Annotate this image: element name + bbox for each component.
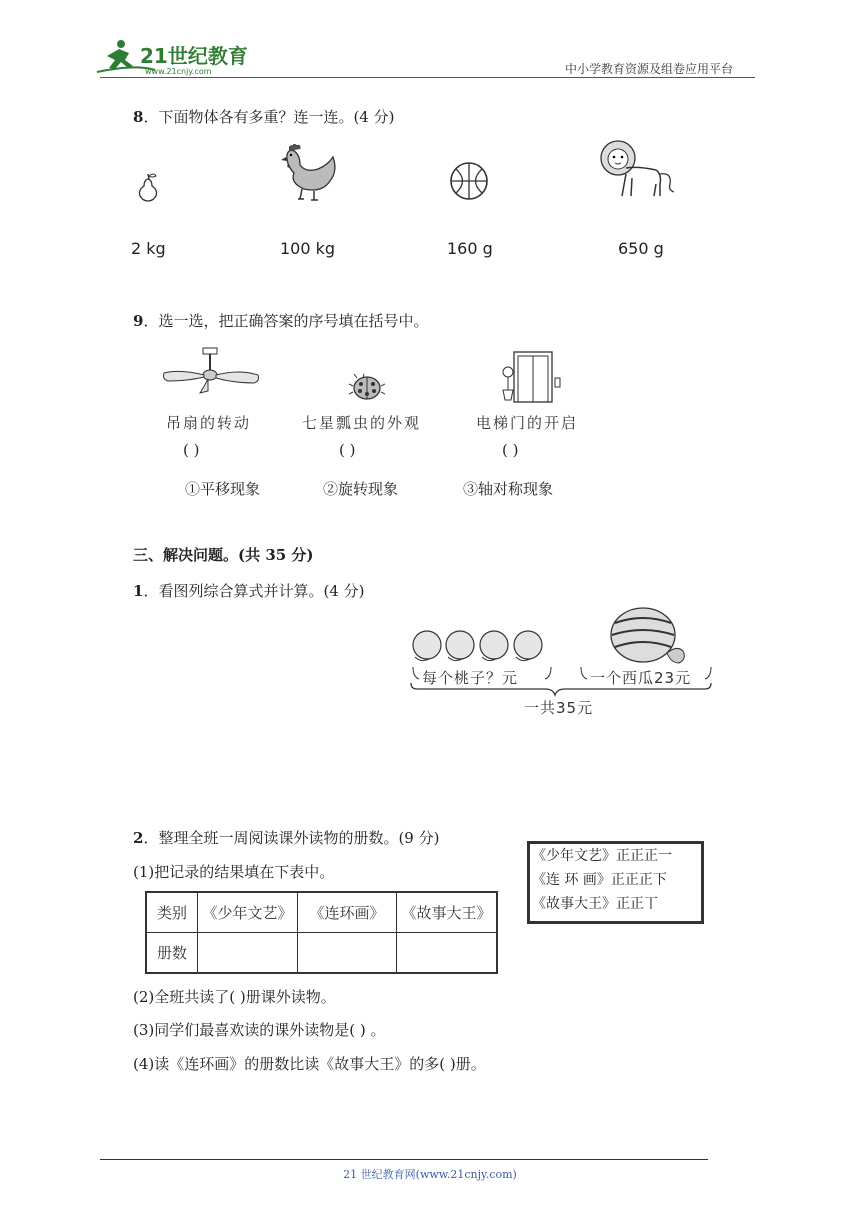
tally-row-comics: 《连 环 画》正正正下 <box>532 872 667 888</box>
melon-price-label: 一个西瓜23元 <box>590 669 692 687</box>
weight-label-3: 160 g <box>447 239 493 258</box>
ladybug-icon <box>349 372 385 406</box>
table-header-category: 类别 <box>146 892 198 933</box>
q8-number: 8 <box>133 108 144 126</box>
logo-text: 21世纪教育 <box>140 44 248 68</box>
lion-icon <box>598 138 678 206</box>
answer-blank-elevator[interactable]: ( ) <box>502 441 519 459</box>
q9-title <box>133 310 428 331</box>
weight-label-4: 650 g <box>618 239 664 258</box>
option-symmetry: ③轴对称现象 <box>463 480 554 498</box>
item-label-ladybug: 七星瓢虫的外观 <box>302 414 422 432</box>
site-logo <box>95 36 275 78</box>
footer-text[interactable]: 21 世纪教育网(www.21cnjy.com) <box>343 1168 517 1181</box>
section-title: 三、解决问题。(共 35 分) <box>133 546 314 564</box>
total-price-label: 一共35元 <box>524 699 594 717</box>
table-row-label: 册数 <box>146 933 198 974</box>
table-header-youth-arts: 《少年文艺》 <box>198 892 298 933</box>
header-platform-text: 中小学教育资源及组卷应用平台 <box>565 62 734 76</box>
basketball-icon <box>448 160 490 206</box>
table-cell-comics[interactable] <box>298 933 397 974</box>
p2-text: ．整理全班一周阅读课外读物的册数。(9 分) <box>143 829 440 847</box>
p1-title <box>133 580 364 601</box>
tally-record-box <box>527 841 704 924</box>
p1-number: 1 <box>133 582 144 600</box>
p2-sub2: (2)全班共读了( )册课外读物。 <box>133 988 336 1006</box>
table-cell-youth-arts[interactable] <box>198 933 298 974</box>
p2-sub1: (1)把记录的结果填在下表中。 <box>133 863 335 881</box>
reading-table <box>145 891 498 974</box>
footer-divider <box>100 1159 708 1160</box>
q8-title <box>133 106 394 127</box>
answer-blank-fan[interactable]: ( ) <box>183 441 200 459</box>
tally-row-story-king: 《故事大王》正正丅 <box>532 896 658 912</box>
option-rotation: ②旋转现象 <box>323 480 399 498</box>
option-translation: ①平移现象 <box>185 480 261 498</box>
q9-number: 9 <box>133 312 144 330</box>
header-divider <box>100 77 755 78</box>
pear-icon <box>135 170 161 206</box>
p2-sub3: (3)同学们最喜欢读的课外读物是( ) 。 <box>133 1021 386 1039</box>
tally-row-youth-arts: 《少年文艺》正正正一 <box>532 848 672 864</box>
table-header-comics: 《连环画》 <box>298 892 397 933</box>
p2-title <box>133 827 439 848</box>
table-cell-story-king[interactable] <box>397 933 498 974</box>
item-label-fan: 吊扇的转动 <box>166 414 252 432</box>
chicken-icon <box>278 143 343 207</box>
table-header-story-king: 《故事大王》 <box>397 892 498 933</box>
peach-icon <box>413 631 542 659</box>
watermelon-icon <box>611 608 684 663</box>
table-row <box>146 933 497 974</box>
p2-sub4: (4)读《连环画》的册数比读《故事大王》的多( )册。 <box>133 1055 486 1073</box>
elevator-door-icon <box>498 350 566 408</box>
p2-number: 2 <box>133 829 144 847</box>
answer-blank-ladybug[interactable]: ( ) <box>339 441 356 459</box>
peach-price-label: 每个桃子？元 <box>422 669 519 687</box>
p1-text: ．看图列综合算式并计算。(4 分) <box>143 582 365 600</box>
item-label-elevator: 电梯门的开启 <box>476 414 579 432</box>
logo-url: www.21cnjy.com <box>145 67 212 76</box>
table-row <box>146 892 497 933</box>
q8-text: ．下面物体各有多重？连一连。(4 分) <box>143 108 395 126</box>
weight-label-1: 2 kg <box>131 239 166 258</box>
weight-label-2: 100 kg <box>280 239 336 258</box>
q9-text: ．选一选，把正确答案的序号填在括号中。 <box>143 312 429 330</box>
ceiling-fan-icon <box>160 345 264 399</box>
